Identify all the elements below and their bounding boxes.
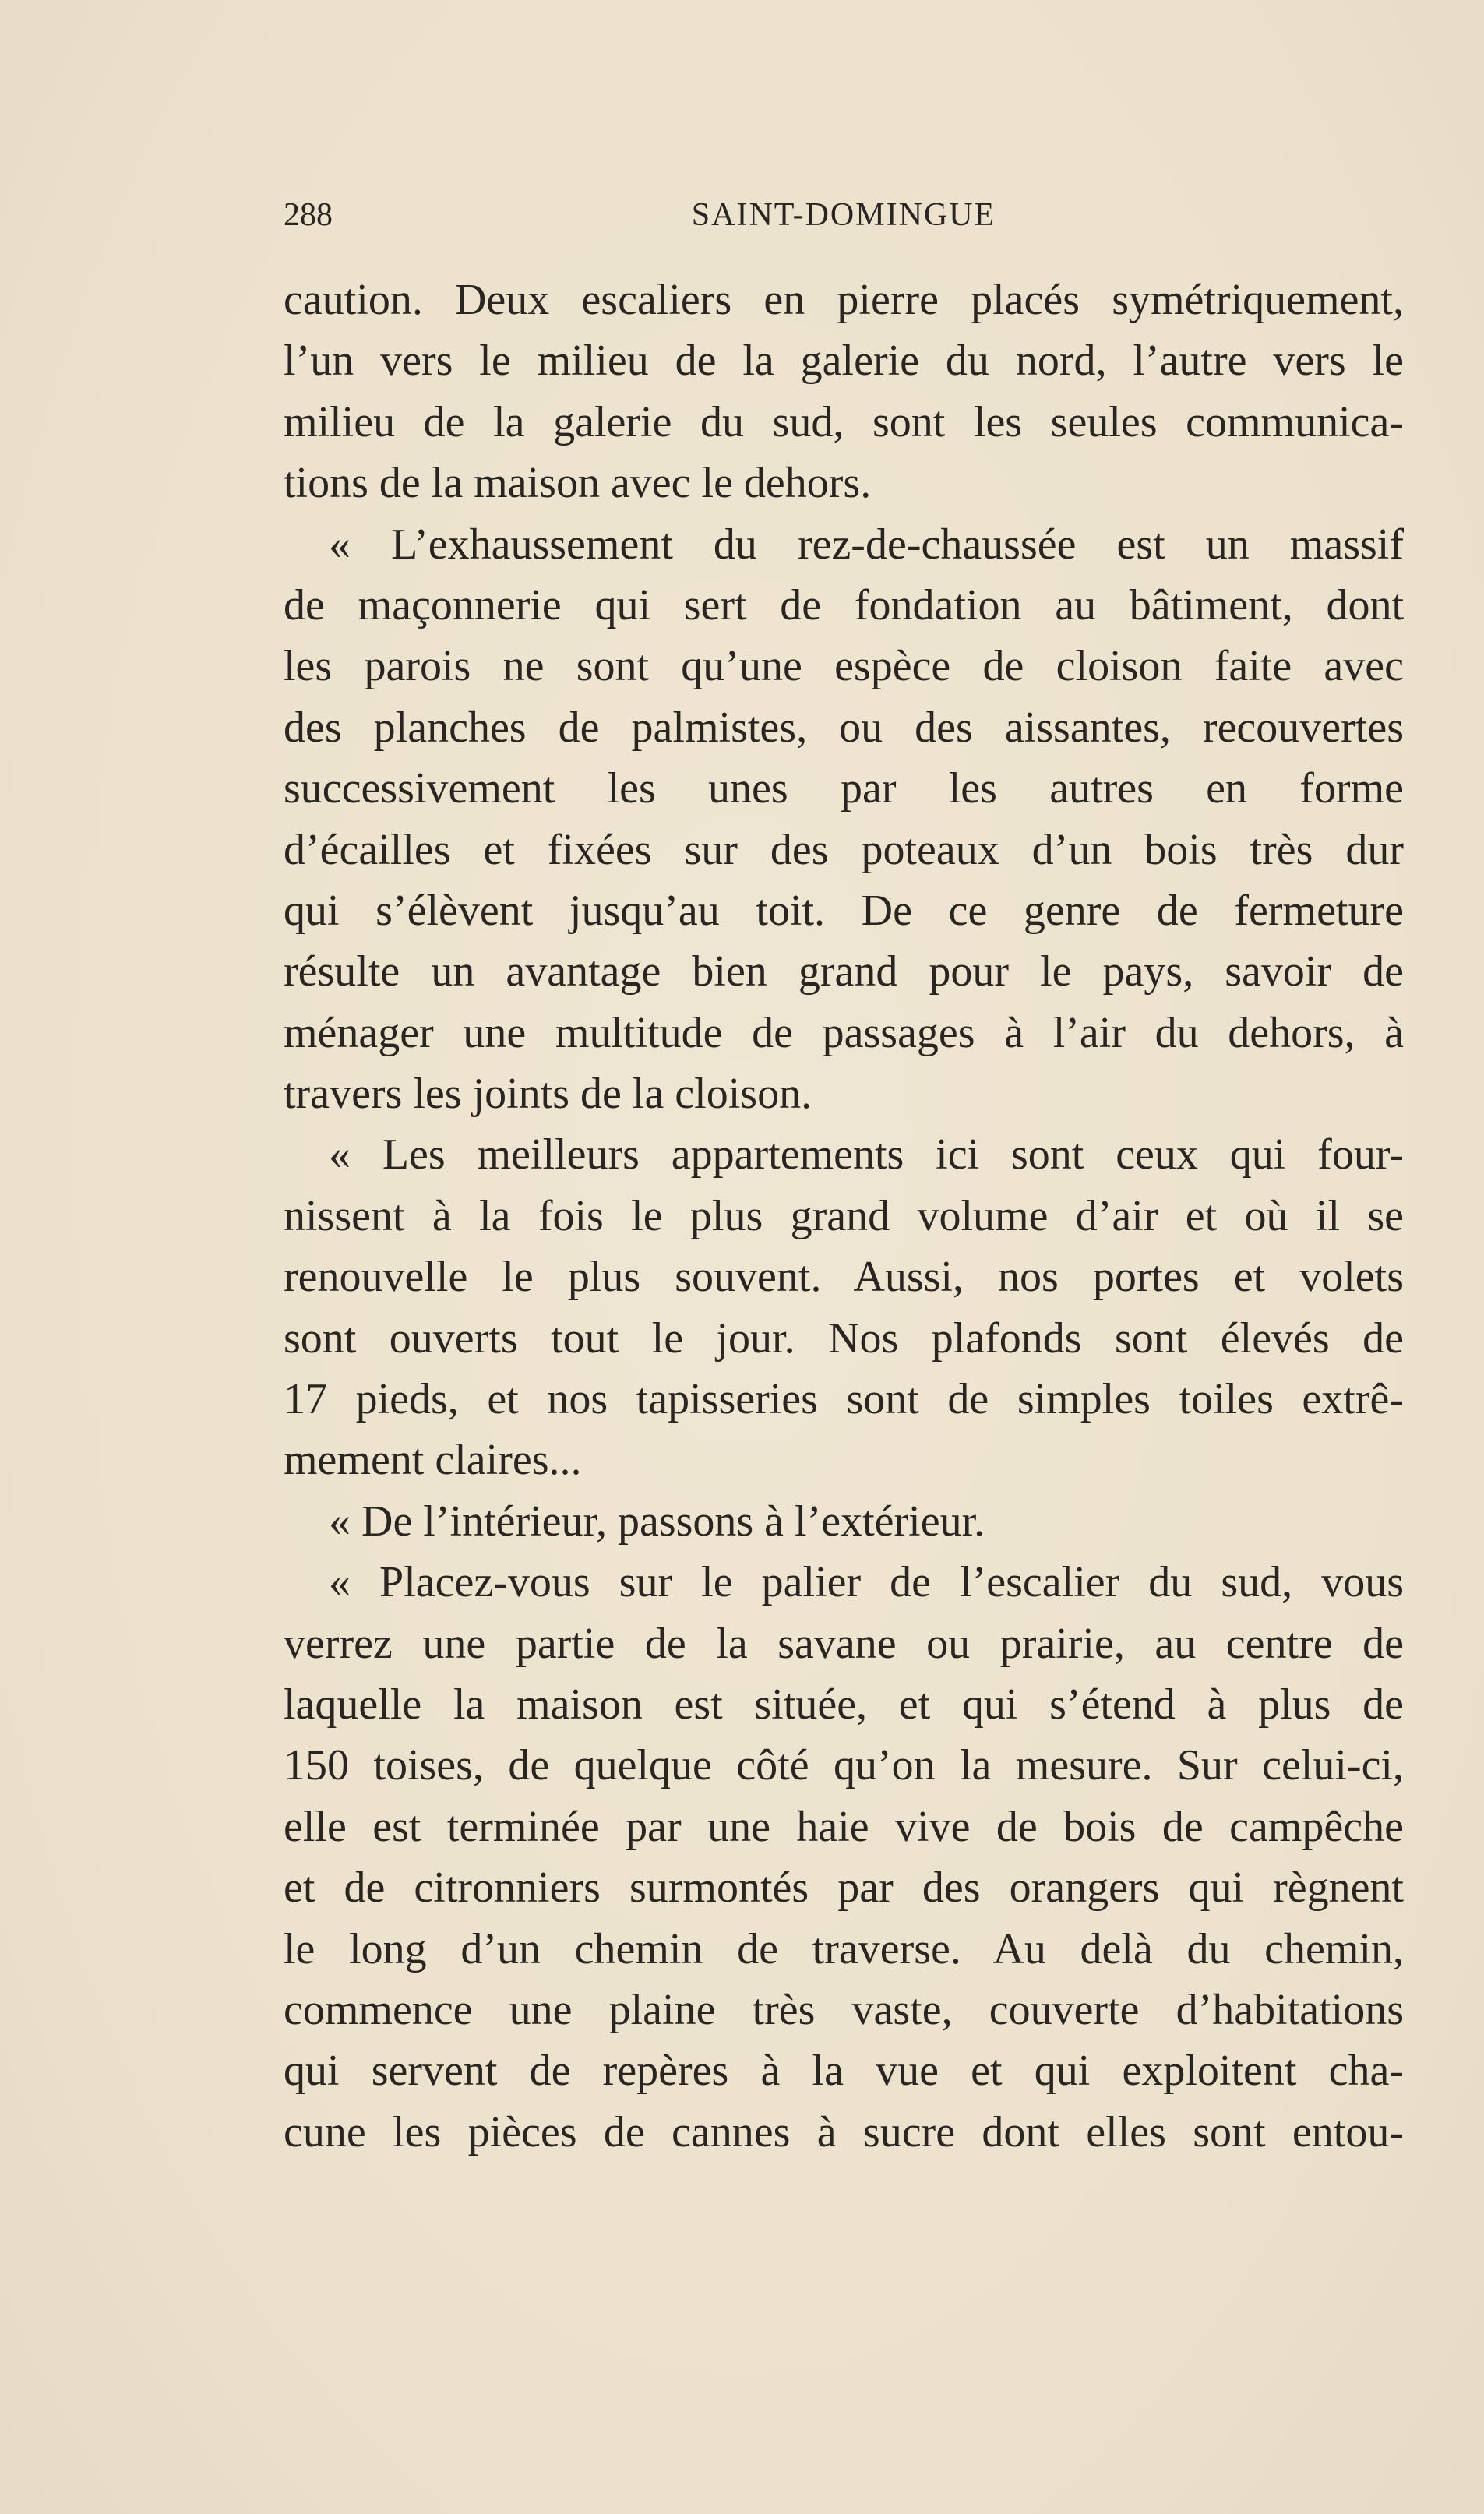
text-line: « De l’intérieur, passons à l’extérieur. xyxy=(329,1497,985,1546)
text-line: travers les joints de la cloison. xyxy=(284,1070,812,1119)
text-line: successivement les unes par les autres en forme xyxy=(284,764,1404,813)
text-line: milieu de la galerie du sud, sont les seules communica- xyxy=(284,397,1404,446)
text-line: qui servent de repères à la vue et qui exploitent cha- xyxy=(284,2047,1404,2096)
text-line: le long d’un chemin de traverse. Au delà du chemin, xyxy=(284,1924,1404,1973)
text-line: « Placez-vous sur le palier de l’escalier du sud, vous xyxy=(329,1558,1404,1607)
text-line: l’un vers le milieu de la galerie du nord, l’autre vers le xyxy=(284,337,1404,386)
text-line: « Les meilleurs appartements ici sont ceux qui four- xyxy=(329,1130,1404,1179)
body-text xyxy=(284,270,1404,2163)
text-line: sont ouverts tout le jour. Nos plafonds sont élevés de xyxy=(284,1313,1404,1363)
text-line: renouvelle le plus souvent. Aussi, nos portes et volets xyxy=(284,1253,1404,1302)
text-line: qui s’élèvent jusqu’au toit. De ce genre de fermeture xyxy=(284,886,1404,935)
text-line: tions de la maison avec le dehors. xyxy=(284,459,872,508)
text-line: elle est terminée par une haie vive de bois de campêche xyxy=(284,1802,1404,1851)
text-line: 17 pieds, et nos tapisseries sont de simples toiles extrê- xyxy=(284,1375,1404,1424)
text-line: « L’exhaussement du rez-de-chaussée est un massif xyxy=(329,520,1404,569)
text-line: mement claires... xyxy=(284,1436,582,1485)
text-line: verrez une partie de la savane ou prairie, au centre de xyxy=(284,1619,1404,1668)
text-line: d’écailles et fixées sur des poteaux d’un bois très dur xyxy=(284,825,1404,874)
text-line: cune les pièces de cannes à sucre dont elles sont entou- xyxy=(284,2107,1404,2156)
text-line: caution. Deux escaliers en pierre placés symétriquement, xyxy=(284,276,1404,324)
text-line: ménager une multitude de passages à l’air du dehors, à xyxy=(284,1008,1404,1057)
text-line: et de citronniers surmontés par des orangers qui règnent xyxy=(284,1863,1404,1913)
text-line: nissent à la fois le plus grand volume d’air et où il se xyxy=(284,1191,1404,1240)
text-line: les parois ne sont qu’une espèce de cloison faite avec xyxy=(284,642,1404,691)
text-line: des planches de palmistes, ou des aissantes, recouvertes xyxy=(284,703,1404,752)
page-number: 288 xyxy=(284,197,333,233)
running-title: SAINT-DOMINGUE xyxy=(691,197,996,233)
text-line: résulte un avantage bien grand pour le pays, savoir de xyxy=(284,947,1404,996)
page-header xyxy=(284,196,1404,243)
text-line: laquelle la maison est située, et qui s’étend à plus de xyxy=(284,1680,1404,1729)
text-line: de maçonnerie qui sert de fondation au bâtiment, dont xyxy=(284,580,1404,629)
text-line: commence une plaine très vaste, couverte d’habitations xyxy=(284,1985,1404,2034)
text-line: 150 toises, de quelque côté qu’on la mesure. Sur celui-ci, xyxy=(284,1741,1404,1790)
